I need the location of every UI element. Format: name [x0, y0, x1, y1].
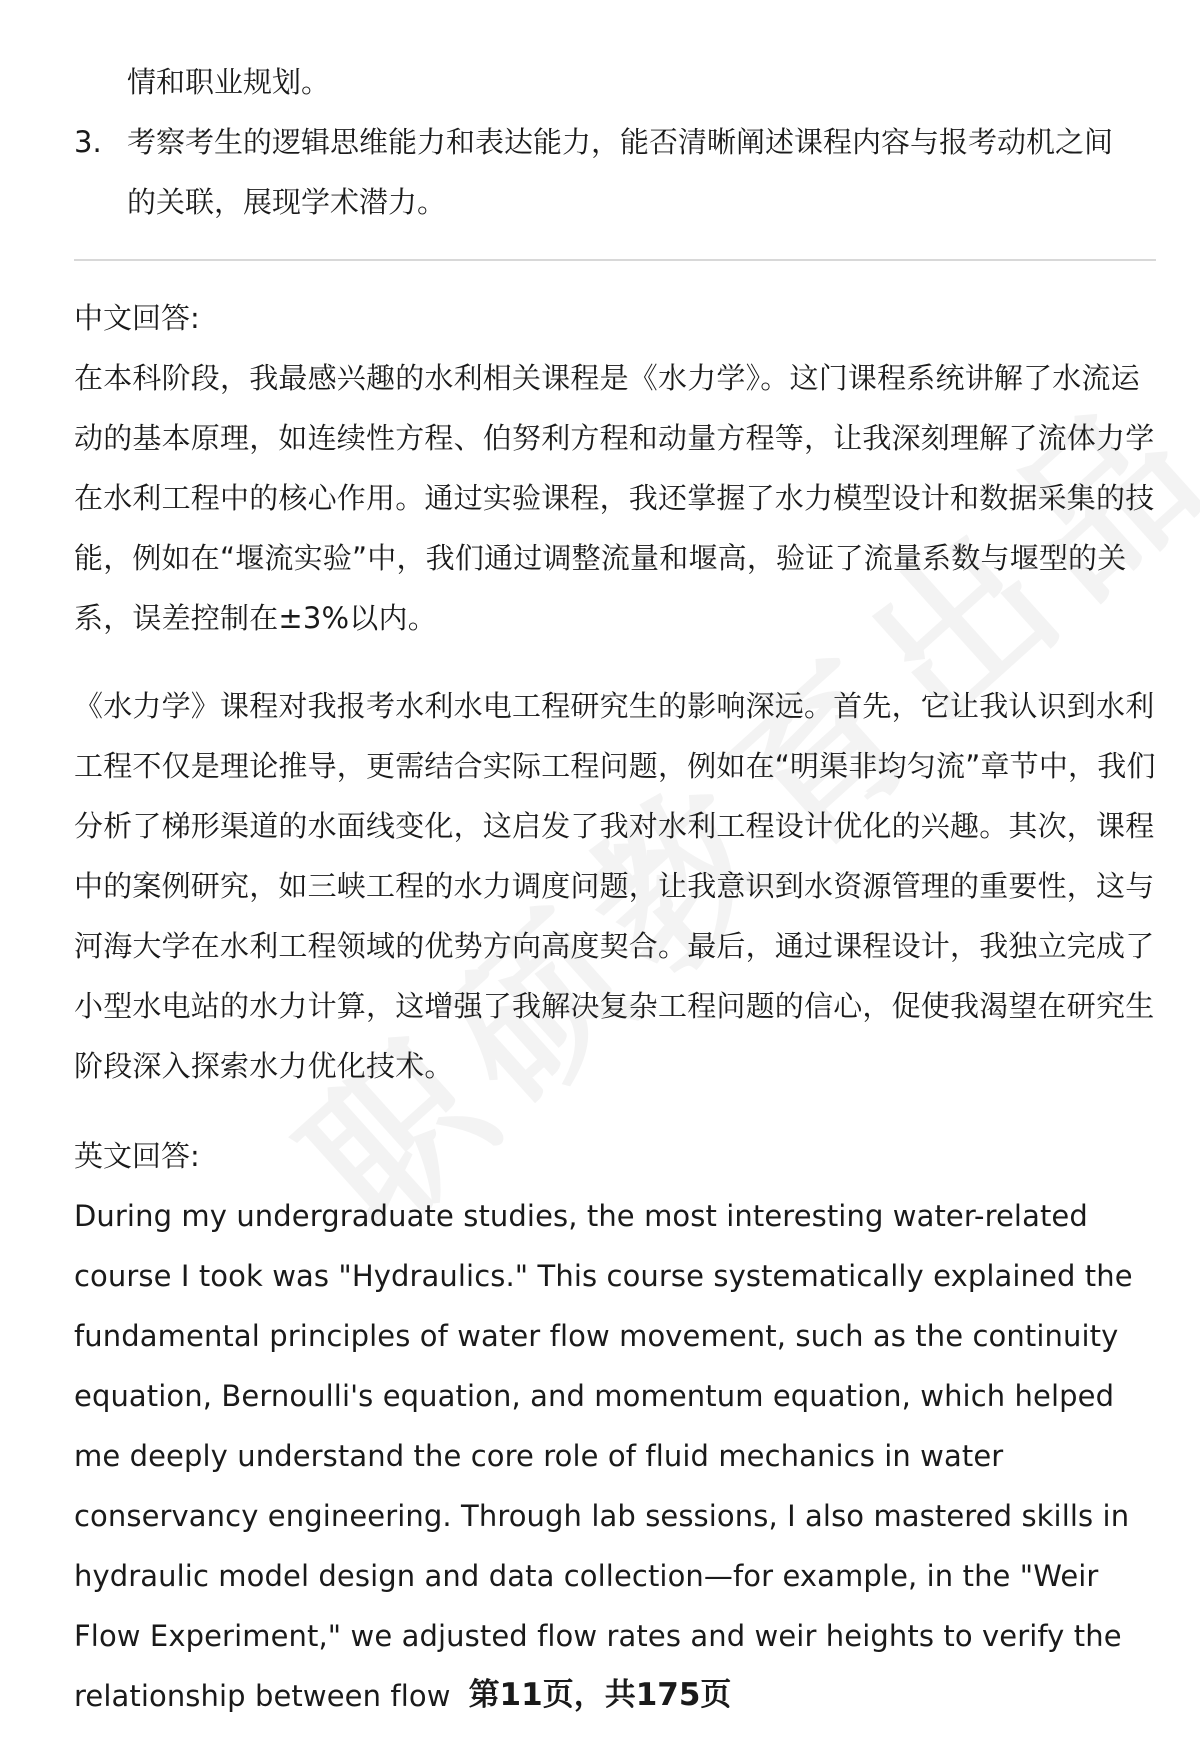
section-divider [74, 259, 1156, 261]
english-paragraph-1: During my undergraduate studies, the most interesting water-related course I took was "Hydraulics." This course systematically explained the fundamental principles of water flow movement, such as the continuity equation, Bernoulli's equation, and momentum equation, which helped me deeply understand the core role of fluid mechanics in water conservancy engineering. Through lab sessions, I also mastered skills in hydraulic model design and data collection—for example, in the "Weir Flow Experiment," we adjusted flow rates and weir heights to verify the relationship between flow [74, 1199, 1133, 1713]
english-answer-label: 英文回答: [74, 1139, 200, 1173]
page-number-footer: 第11页，共175页 [468, 1677, 732, 1713]
chinese-paragraph-1: 在本科阶段，我最感兴趣的水利相关课程是《水力学》。这门课程系统讲解了水流运动的基本原理，如连续性方程、伯努利方程和动量方程等，让我深刻理解了流体力学在水利工程中的核心作用。通过实验课程，我还掌握了水力模型设计和数据采集的技能，例如在“堰流实验”中，我们通过调整流量和堰高，验证了流量系数与堰型的关系，误差控制在±3%以内。 [74, 361, 1155, 635]
list-item-2-continuation: 情和职业规划。 [127, 65, 331, 99]
list-item-3-continuation: 的关联，展现学术潜力。 [127, 185, 447, 219]
numbered-list [74, 52, 1154, 232]
english-answer-section [74, 1126, 1164, 1726]
chinese-answer-label: 中文回答: [74, 301, 200, 335]
list-item-3 [74, 112, 1154, 172]
list-item-number: 3. [74, 125, 102, 159]
chinese-answer-section-2 [74, 676, 1164, 1096]
chinese-paragraph-2: 《水力学》课程对我报考水利水电工程研究生的影响深远。首先，它让我认识到水利工程不仅是理论推导，更需结合实际工程问题，例如在“明渠非均匀流”章节中，我们分析了梯形渠道的水面线变化，这启发了我对水利工程设计优化的兴趣。其次，课程中的案例研究，如三峡工程的水力调度问题，让我意识到水资源管理的重要性，这与河海大学在水利工程领域的优势方向高度契合。最后，通过课程设计，我独立完成了小型水电站的水力计算，这增强了我解决复杂工程问题的信心，促使我渴望在研究生阶段深入探索水力优化技术。 [74, 689, 1156, 1083]
list-item-text: 考察考生的逻辑思维能力和表达能力，能否清晰阐述课程内容与报考动机之间 [127, 125, 1114, 159]
chinese-answer-section [74, 288, 1164, 648]
